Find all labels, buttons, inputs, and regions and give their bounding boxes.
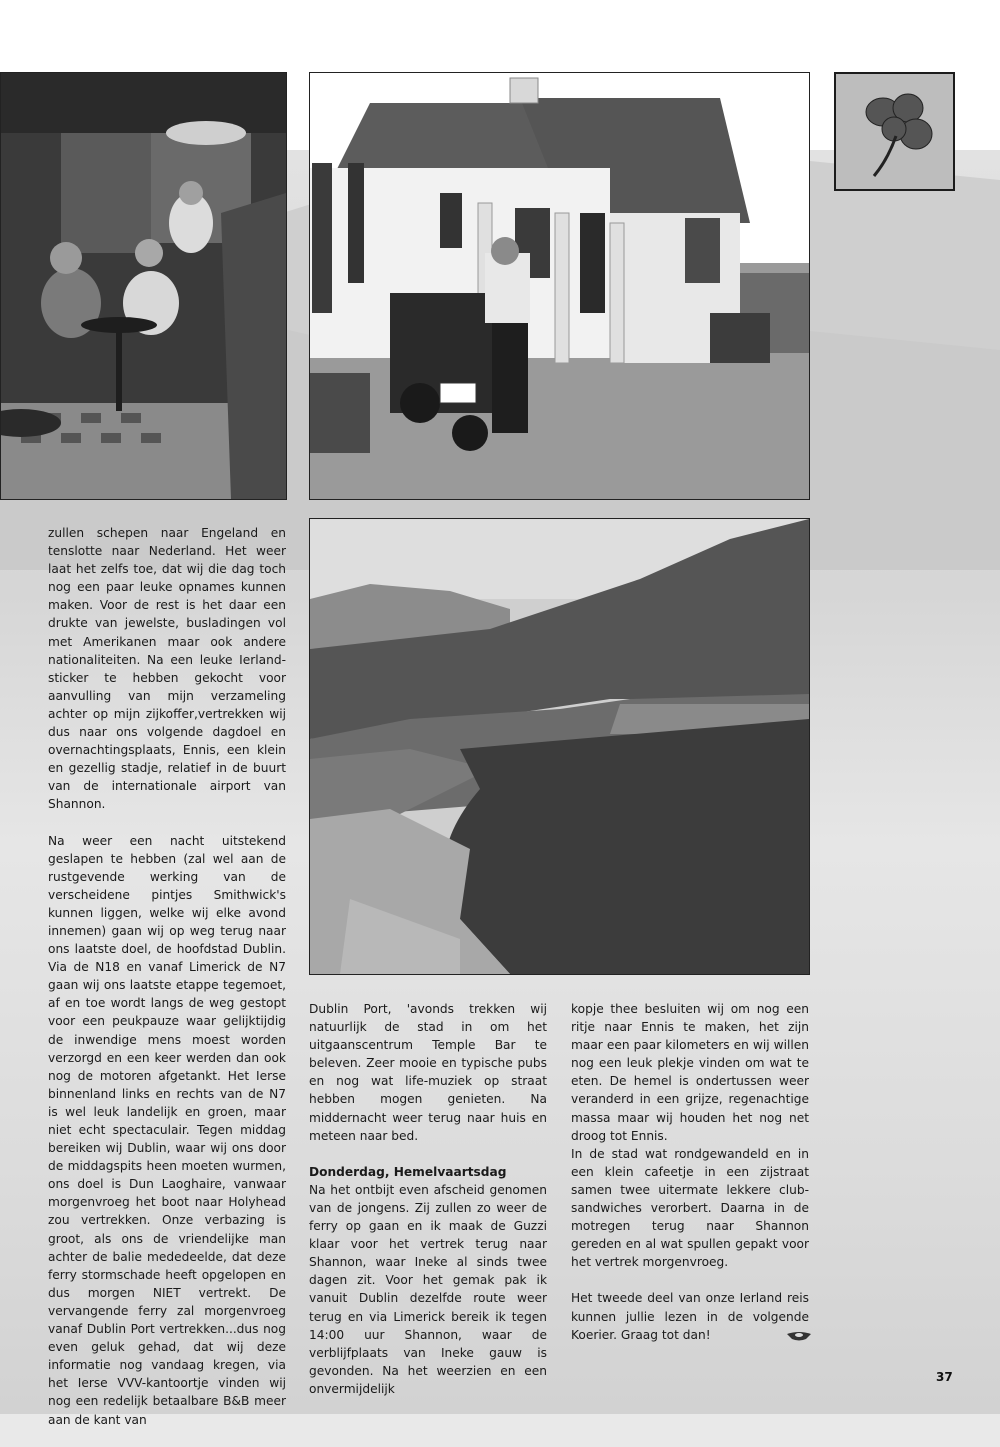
section-heading: Donderdag, Hemelvaartsdag [309, 1164, 507, 1179]
paragraph-right-2: In de stad wat rondgewandeld en in een klein cafeetje in een zijstraat samen twee uitermate lekkere club-sandwiches verorbert. Daarna in de motregen terug naar Shannon gereden en al wat spullen gepakt voor het vertrek morgenvroeg. [571, 1146, 809, 1270]
paragraph-left-1: zullen schepen naar Engeland en tenslotte naar Nederland. Het weer laat het zelfs toe, dat wij die dag toch nog een paar leuke opnames kunnen maken. Voor de rest is het daar een drukte van jewelste, busladingen vol met Amerikanen maar ook andere nationaliteiten. Na een leuke Ierland-sticker te hebben gekocht voor aanvulling van mijn verzameling achter op mijn zijkoffer,vertrekken wij dus naar ons volgende dagdoel en overnachtingsplaats, Ennis, een klein en gezellig stadje, relatief in de buurt van de internationale airport van Shannon. [48, 526, 286, 812]
paragraph-middle-2: Na het ontbijt even afscheid genomen van de jongens. Zij zullen zo weer de ferry op gaan en ik maak de Guzzi klaar voor het vertrek terug naar Shannon, waar Ineke al sinds twee dagen zit. Voor het gemak pak ik vanuit Dublin dezelfde route weer terug en via Limerick bereik ik tegen 14:00 uur Shannon, waar de verblijfplaats van Ineke gauw is gevonden. Na het weerzien en een onvermijdelijk [309, 1182, 547, 1396]
paragraph-right-1: kopje thee besluiten wij om nog een ritje naar Ennis te maken, het zijn maar een paar kilometers en wij willen nog een leuk plekje vinden om wat te eten. De hemel is ondertussen weer veranderd in een grijze, regenachtige massa maar wij houden het nog net droog tot Ennis. [571, 1002, 809, 1143]
paragraph-left-2: Na weer een nacht uitstekend geslapen te hebben (zal wel aan de rustgevende werking van de verscheidene pintjes Smithwick's kunnen liggen, welke wij elke avond innemen) gaan wij op weg terug naar ons laatste doel, de hoofdstad Dublin. Via de N18 en vanaf Limerick de N7 gaan wij ons laatste etappe tegemoet, af en toe wordt langs de weg gestopt voor een peukpauze waar gelijktijdig de inwendige mens moest worden verzorgd en een keer werden dan ook nog de motoren afgetankt. Het Ierse binnenland links en rechts van de N7 is wel leuk landelijk en groen, maar niet echt spectaculair. Tegen middag bereiken wij Dublin, waar wij ons door de middagspits heen moeten wurmen, ons doel is Dun Laoghaire, vanwaar morgenvroeg het boot naar Holyhead zou vertrekken. Onze verbazing is groot, als ons de vriendelijke man achter de balie mededeelde, dat deze ferry stormschade heeft opgelopen en dus morgen NIET vertrekt. De vervangende ferry zal morgenvroeg vanaf Dublin Port vertrekken...dus nog even geluk gehad, dat wij deze informatie nog vandaag kregen, via het Ierse VVV-kantoortje vinden wij nog een redelijk betaalbare B&B meer aan de kant van [48, 833, 286, 1427]
text-column-right [571, 1000, 809, 1362]
cottage-motorcycle-photo [309, 72, 810, 500]
paragraph-middle-1: Dublin Port, 'avonds trekken wij natuurlijk de stad in om het uitgaanscentrum Temple Bar te beleven. Zeer mooie en typische pubs en nog wat life-muziek op straat hebben mogen genieten. Na middernacht weer terug naar huis en meteen naar bed. [309, 1002, 547, 1143]
pub-interior-photo [0, 72, 287, 500]
club-logo [834, 72, 955, 191]
text-column-left [48, 524, 286, 1447]
text-column-middle [309, 1000, 547, 1416]
page-number: 37 [936, 1370, 953, 1384]
shamrock-icon [836, 74, 953, 189]
article-end-icon [786, 1330, 812, 1342]
paragraph-right-3: Het tweede deel van onze Ierland reis kunnen jullie lezen in de volgende Koerier. Graag tot dan! [571, 1291, 809, 1342]
mountain-road-photo [309, 518, 810, 975]
